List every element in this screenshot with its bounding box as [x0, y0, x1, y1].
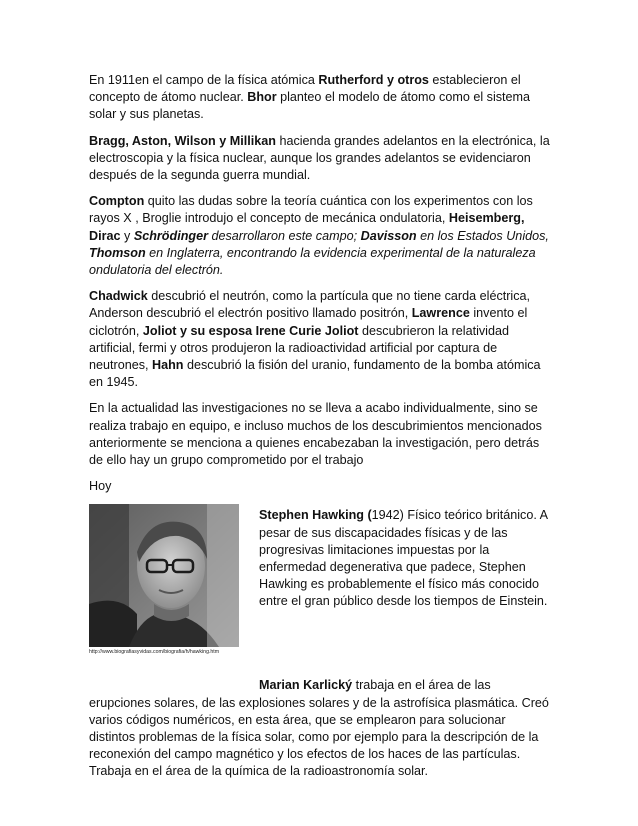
text: quito las dudas sobre la teoría cuántica con los experimentos con los rayos X , Broglie introdujo el concepto de mecánica ondulatoria,: [89, 194, 533, 226]
biographies-column: [259, 507, 553, 618]
bold-name: Heisemberg, Dirac: [89, 211, 525, 243]
paragraph-bragg: [89, 133, 553, 185]
document-body: [89, 72, 553, 790]
text: En 1911en el campo de la física atómica: [89, 73, 319, 87]
text: 1942) Físico teórico británico. A pesar de sus discapacidades físicas y de las progresivas limitaciones impuestas por la enfermedad degenerativa que padece, Stephen Hawking es probablemente el físico más conocido entre el gran público desde los tiempos de Einstein.: [259, 508, 548, 609]
bold-name: Rutherford y otros: [318, 73, 429, 87]
text: descubrió la fisión del uranio, fundamento de la bomba atómica en 1945.: [89, 358, 541, 390]
bold-name: Lawrence: [411, 306, 470, 321]
bold-name: Compton: [89, 194, 145, 209]
bold-italic-name: Davisson: [360, 228, 417, 243]
text: descubrió el neutrón, como la partícula que no tiene carda eléctrica, Anderson descubrió el electrón positivo llamado positrón,: [89, 289, 531, 321]
heading-hoy: [89, 478, 553, 495]
portrait-image-icon: [89, 504, 239, 647]
text: hacienda grandes adelantos en la electrónica, la electroscopia y la física nuclear, aunque los grandes adelantos se evidenciaron después de la segunda guerra mundial.: [89, 133, 550, 183]
bold-italic-name: Thomson: [89, 245, 146, 260]
bold-name: Marian Karlický: [259, 678, 353, 693]
italic-text: en Inglaterra, encontrando la evidencia experimental de la naturaleza ondulatoria del electrón.: [89, 245, 536, 278]
text: Hoy: [89, 479, 112, 494]
bold-name: Bhor: [247, 90, 277, 105]
bold-name: Hahn: [152, 358, 184, 373]
bold-name: Stephen Hawking (: [259, 508, 372, 523]
text: descubrieron la relatividad artificial, fermi y otros produjeron la radioactividad artificial por captura de neutrones,: [89, 323, 509, 373]
text: En la actualidad las investigaciones no se lleva a acabo individualmente, sino se realiza trabajo en equipo, e incluso muchos de los descubrimientos mencionados anteriormente se menciona a quienes encabezaban la investigación, pero detrás de ello hay un grupo comprometido por el trabajo: [89, 401, 542, 468]
text: planteo el modelo de átomo como el sistema solar y sus planetas.: [89, 90, 531, 122]
paragraph-actualidad: [89, 400, 553, 469]
italic-text: en los Estados Unidos,: [416, 228, 549, 243]
paragraph-karlicky: [89, 677, 553, 780]
karlicky-wrap: [89, 677, 553, 780]
paragraph-compton: [89, 193, 553, 279]
paragraph-hawking: [259, 507, 553, 610]
text: y: [120, 228, 134, 243]
bold-name: Joliot y su esposa Irene Curie Joliot: [142, 323, 359, 338]
hawking-photo: [89, 504, 239, 647]
paragraph-chadwick: [89, 288, 553, 391]
text: trabaja en el área de las erupciones solares, de las explosiones solares y de la astrofísica plasmática. Creó varios códigos numéricos, en esta área, que se emplearon para solucionar distintos problemas de la física solar, como por ejemplo para la descripción de la reconexión del campo magnético y los efectos de los haces de las partículas. Trabaja en el área de la química de la radioastronomía solar.: [89, 678, 549, 779]
bold-italic-name: Schrödinger: [133, 228, 208, 243]
italic-text: desarrollaron este campo;: [208, 228, 361, 243]
bold-name: Chadwick: [89, 289, 148, 304]
photo-caption: http://www.biografiasyvidas.com/biografia/h/hawking.htm: [89, 649, 220, 656]
paragraph-rutherford: [89, 72, 553, 124]
bold-name: Bragg, Aston, Wilson y Millikan: [89, 133, 276, 148]
text: establecieron el concepto de átomo nuclear.: [89, 73, 521, 105]
text: invento el ciclotrón,: [89, 306, 528, 338]
